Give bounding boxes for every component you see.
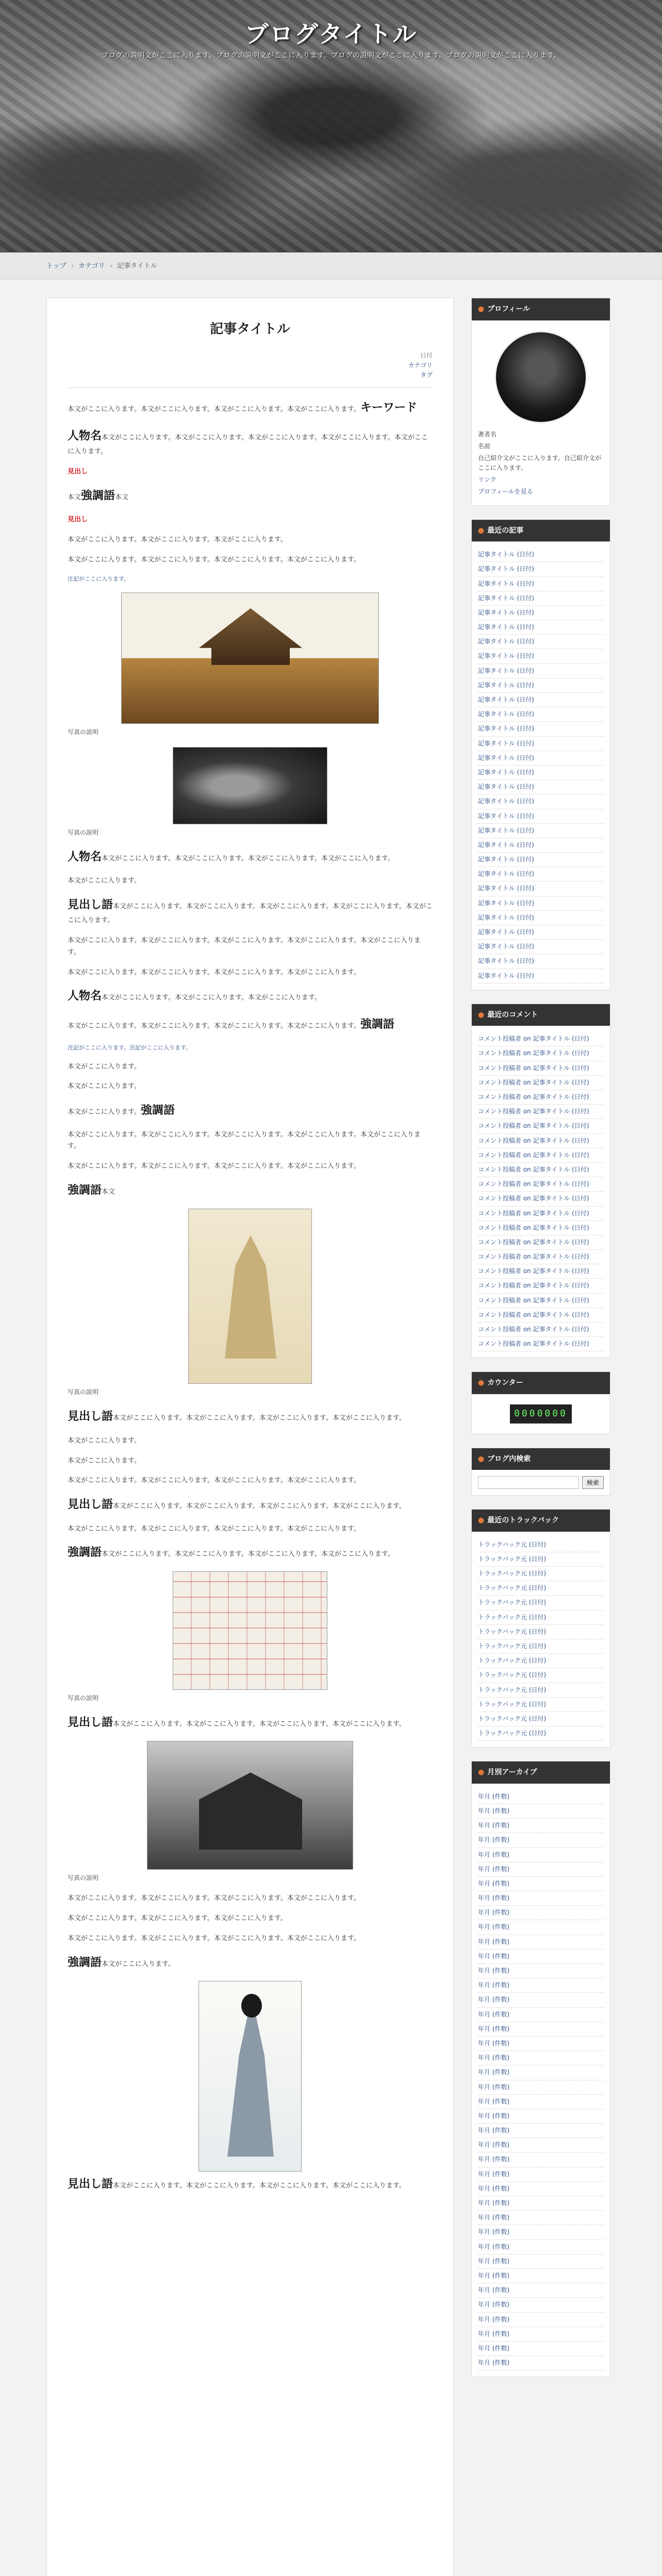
paragraph: 本文がここに入ります。本文がここに入ります。本文がここに入ります。本文がここに入ります。 [68, 968, 360, 976]
formula: 見出し [68, 467, 88, 476]
recent-post-link[interactable]: 記事タイトル (日付) [478, 606, 604, 620]
search-form [478, 1476, 604, 1489]
paragraph: 本文がここに入ります。 [68, 1456, 141, 1465]
header-banner [0, 0, 662, 252]
scroll-illustration [188, 1209, 312, 1384]
recent-post-link[interactable]: 記事タイトル (日付) [478, 722, 604, 736]
paragraph: 見出し語本文がここに入ります。本文がここに入ります。本文がここに入ります。本文がここに入ります。 [68, 2178, 406, 2191]
access-counter: 0000000 [510, 1404, 572, 1423]
trackback-link[interactable]: トラックバック元 (日付) [478, 1668, 604, 1683]
search-widget [471, 1448, 610, 1496]
recent-post-link[interactable]: 記事タイトル (日付) [478, 853, 604, 867]
archive-link[interactable]: 年月 (件数) [478, 1978, 604, 1993]
paragraph: 本文がここに入ります。本文がここに入ります。本文がここに入ります。 [68, 535, 287, 544]
breadcrumb-current: 記事タイトル [117, 262, 157, 270]
profile-more-link[interactable]: プロフィールを見る [478, 488, 533, 496]
photo-caption: 写真の説明 [68, 728, 99, 736]
recent-comment-link[interactable]: コメント投稿者 on 記事タイトル (日付) [478, 1046, 604, 1061]
calendar-icon: ● [478, 1768, 485, 1777]
recent-comment-link[interactable]: コメント投稿者 on 記事タイトル (日付) [478, 1148, 604, 1163]
archive-link[interactable]: 年月 (件数) [478, 1804, 604, 1819]
article-body [68, 398, 433, 2195]
photo-caption: 写真の説明 [68, 828, 99, 836]
trackback-link[interactable]: トラックバック元 (日付) [478, 1538, 604, 1552]
recent-post-link[interactable]: 記事タイトル (日付) [478, 824, 604, 838]
keyword: キーワード [360, 401, 417, 415]
archive-link[interactable]: 年月 (件数) [478, 2008, 604, 2022]
widget-body [472, 1470, 610, 1495]
archive-link[interactable]: 年月 (件数) [478, 2138, 604, 2153]
archive-link[interactable]: 年月 (件数) [478, 1891, 604, 1906]
recent-post-link[interactable]: 記事タイトル (日付) [478, 766, 604, 780]
archive-link[interactable]: 年月 (件数) [478, 1906, 604, 1920]
paragraph: 本文がここに入ります。本文がここに入ります。本文がここに入ります。本文がここに入ります。 [68, 1524, 360, 1533]
widget-body [472, 1532, 610, 1748]
widget-title: ● プロフィール [472, 298, 610, 320]
content-wrapper [0, 279, 662, 2576]
archive-link[interactable]: 年月 (件数) [478, 1993, 604, 2007]
trackback-link[interactable]: トラックバック元 (日付) [478, 1581, 604, 1596]
profile-widget [471, 298, 610, 506]
paragraph: 本文がここに入ります。本文がここに入ります。本文がここに入ります。本文がここに入ります。キーワード [68, 401, 417, 415]
recent-post-link[interactable]: 記事タイトル (日付) [478, 838, 604, 853]
recent-comment-link[interactable]: コメント投稿者 on 記事タイトル (日付) [478, 1105, 604, 1119]
archive-link[interactable]: 年月 (件数) [478, 2356, 604, 2370]
archive-link[interactable]: 年月 (件数) [478, 2298, 604, 2312]
recent-comment-link[interactable]: コメント投稿者 on 記事タイトル (日付) [478, 1250, 604, 1264]
recent-post-link[interactable]: 記事タイトル (日付) [478, 911, 604, 925]
formula: 見出し [68, 516, 88, 524]
archive-link[interactable]: 年月 (件数) [478, 1790, 604, 1804]
recent-comment-link[interactable]: コメント投稿者 on 記事タイトル (日付) [478, 1279, 604, 1293]
divider [68, 387, 433, 388]
profile-text: 自己紹介文がここに入ります。自己紹介文がここに入ります。 [478, 454, 602, 472]
recent-comment-link[interactable]: コメント投稿者 on 記事タイトル (日付) [478, 1207, 604, 1221]
document-icon: ● [478, 526, 485, 535]
paragraph: 本文がここに入ります。本文がここに入ります。本文がここに入ります。本文がここに入ります。 [68, 1894, 360, 1903]
counter-icon: ● [478, 1379, 485, 1387]
recent-post-link[interactable]: 記事タイトル (日付) [478, 954, 604, 969]
archive-link[interactable]: 年月 (件数) [478, 2037, 604, 2051]
archive-link[interactable]: 年月 (件数) [478, 2225, 604, 2240]
archive-link[interactable]: 年月 (件数) [478, 1935, 604, 1950]
widget-body [472, 1026, 610, 1358]
paragraph: 人物名本文がここに入ります。本文がここに入ります。本文がここに入ります。 [68, 990, 321, 1003]
map-illustration [173, 1571, 327, 1690]
article-tags[interactable]: タグ [420, 371, 433, 379]
paragraph: 見出し語本文がここに入ります。本文がここに入ります。本文がここに入ります。本文がここに入ります。 [68, 1410, 406, 1423]
trackback-link[interactable]: トラックバック元 (日付) [478, 1552, 604, 1567]
shrine-photo [121, 592, 379, 724]
person-name: 人物名 [68, 429, 102, 443]
breadcrumb [0, 252, 662, 279]
trackback-link[interactable]: トラックバック元 (日付) [478, 1654, 604, 1668]
paragraph: 本文がここに入ります。 [68, 1436, 141, 1445]
avatar [494, 331, 587, 423]
trackback-widget [471, 1509, 610, 1748]
paragraph: 本文がここに入ります。 [68, 877, 141, 885]
breadcrumb-separator: › [109, 262, 112, 270]
note: 注記がここに入ります。注記がここに入ります。 [68, 1044, 192, 1052]
recent-post-link[interactable]: 記事タイトル (日付) [478, 925, 604, 940]
recent-post-link[interactable]: 記事タイトル (日付) [478, 693, 604, 707]
ruins-photo [147, 1741, 353, 1870]
trackback-link[interactable]: トラックバック元 (日付) [478, 1625, 604, 1639]
article-category[interactable]: カテゴリ [408, 361, 433, 369]
profile-link[interactable]: リンク [478, 476, 496, 484]
archive-widget [471, 1761, 610, 2377]
paragraph: 強調語本文 [68, 1183, 115, 1197]
counter-widget [471, 1371, 610, 1434]
recent-post-link[interactable]: 記事タイトル (日付) [478, 896, 604, 911]
article-date: 日付 [420, 351, 433, 359]
widget-body [472, 541, 610, 990]
archive-link[interactable]: 年月 (件数) [478, 2153, 604, 2167]
paragraph: 本文がここに入ります。本文がここに入ります。本文がここに入ります。本文がここに入ります。 [68, 555, 360, 564]
widget-title: ● カウンター [472, 1372, 610, 1394]
blog-description: ブログの説明文がここに入ります。ブログの説明文がここに入ります。ブログの説明文がここに入ります。ブログの説明文がここに入ります。 [101, 52, 561, 60]
paragraph: 人物名本文がここに入ります。本文がここに入ります。本文がここに入ります。本文がここに入ります。 [68, 850, 394, 863]
recent-post-link[interactable]: 記事タイトル (日付) [478, 664, 604, 679]
ukiyoe-illustration [198, 1981, 302, 2172]
archive-link[interactable]: 年月 (件数) [478, 1920, 604, 1935]
archive-link[interactable]: 年月 (件数) [478, 2124, 604, 2138]
trackback-link[interactable]: トラックバック元 (日付) [478, 1567, 604, 1581]
trackback-link[interactable]: トラックバック元 (日付) [478, 1698, 604, 1712]
archive-link[interactable]: 年月 (件数) [478, 1950, 604, 1964]
archive-link[interactable]: 年月 (件数) [478, 1848, 604, 1862]
paragraph: 見出し語本文がここに入ります。本文がここに入ります。本文がここに入ります。本文がここに入ります。 [68, 1498, 406, 1512]
recent-comment-link[interactable]: コメント投稿者 on 記事タイトル (日付) [478, 1163, 604, 1177]
archive-link[interactable]: 年月 (件数) [478, 2283, 604, 2298]
recent-post-link[interactable]: 記事タイトル (日付) [478, 548, 604, 562]
profile-author: 著者名 [478, 430, 497, 438]
recent-post-link[interactable]: 記事タイトル (日付) [478, 635, 604, 649]
paragraph: 本文がここに入ります。 [68, 1062, 141, 1071]
archive-link[interactable]: 年月 (件数) [478, 2051, 604, 2065]
archive-link[interactable]: 年月 (件数) [478, 2240, 604, 2255]
archive-link[interactable]: 年月 (件数) [478, 2211, 604, 2225]
recent-post-link[interactable]: 記事タイトル (日付) [478, 737, 604, 751]
archive-link[interactable]: 年月 (件数) [478, 1877, 604, 1891]
widget-title: ● ブログ内検索 [472, 1448, 610, 1470]
recent-post-link[interactable]: 記事タイトル (日付) [478, 794, 604, 809]
recent-post-link[interactable]: 記事タイトル (日付) [478, 780, 604, 794]
recent-comment-link[interactable]: コメント投稿者 on 記事タイトル (日付) [478, 1192, 604, 1206]
recent-comment-link[interactable]: コメント投稿者 on 記事タイトル (日付) [478, 1061, 604, 1076]
trackback-link[interactable]: トラックバック元 (日付) [478, 1712, 604, 1726]
profile-name: 名前 [478, 442, 491, 450]
paragraph: 本文がここに入ります。本文がここに入ります。本文がここに入ります。本文がここに入ります。 [68, 1934, 360, 1942]
recent-comment-link[interactable]: コメント投稿者 on 記事タイトル (日付) [478, 1032, 604, 1046]
archive-link[interactable]: 年月 (件数) [478, 2109, 604, 2124]
archive-link[interactable]: 年月 (件数) [478, 2342, 604, 2356]
recent-post-link[interactable]: 記事タイトル (日付) [478, 751, 604, 766]
recent-comment-link[interactable]: コメント投稿者 on 記事タイトル (日付) [478, 1119, 604, 1133]
archive-link[interactable]: 年月 (件数) [478, 2065, 604, 2080]
note: 注記がここに入ります。 [68, 575, 130, 583]
breadcrumb-category[interactable]: カテゴリ [78, 262, 105, 270]
interior-photo [173, 747, 327, 824]
archive-link[interactable]: 年月 (件数) [478, 1964, 604, 1978]
link-icon: ● [478, 1516, 485, 1525]
archive-link[interactable]: 年月 (件数) [478, 1819, 604, 1833]
recent-comment-link[interactable]: コメント投稿者 on 記事タイトル (日付) [478, 1264, 604, 1279]
trackback-link[interactable]: トラックバック元 (日付) [478, 1639, 604, 1654]
archive-link[interactable]: 年月 (件数) [478, 2182, 604, 2196]
recent-post-link[interactable]: 記事タイトル (日付) [478, 707, 604, 722]
recent-comment-link[interactable]: コメント投稿者 on 記事タイトル (日付) [478, 1177, 604, 1192]
article-meta [68, 351, 433, 381]
widget-body [472, 1784, 610, 2377]
widget-title: ● 最近のトラックバック [472, 1510, 610, 1532]
paragraph: 強調語本文がここに入ります。 [68, 1956, 175, 1969]
paragraph: 本文がここに入ります。本文がここに入ります。本文がここに入ります。本文がここに入ります。 [68, 1477, 360, 1485]
archive-link[interactable]: 年月 (件数) [478, 2080, 604, 2095]
comment-icon: ● [478, 1010, 485, 1019]
recent-post-link[interactable]: 記事タイトル (日付) [478, 679, 604, 693]
widget-title: ● 最近の記事 [472, 520, 610, 542]
archive-link[interactable]: 年月 (件数) [478, 2313, 604, 2327]
trackback-link[interactable]: トラックバック元 (日付) [478, 1683, 604, 1698]
user-icon: ● [478, 305, 485, 313]
archive-link[interactable]: 年月 (件数) [478, 2022, 604, 2037]
sidebar [471, 298, 610, 2576]
paragraph: 本文強調語本文 [68, 489, 129, 502]
widget-title: ● 月別アーカイブ [472, 1761, 610, 1784]
paragraph: 本文がここに入ります。本文がここに入ります。本文がここに入ります。本文がここに入ります。 [68, 1162, 360, 1171]
paragraph: 見出し語本文がここに入ります。本文がここに入ります。本文がここに入ります。本文がここに入ります。本文がここに入ります。 [68, 898, 433, 925]
recent-posts-widget [471, 519, 610, 990]
recent-comment-link[interactable]: コメント投稿者 on 記事タイトル (日付) [478, 1235, 604, 1250]
recent-comment-link[interactable]: コメント投稿者 on 記事タイトル (日付) [478, 1134, 604, 1148]
recent-comment-link[interactable]: コメント投稿者 on 記事タイトル (日付) [478, 1294, 604, 1308]
recent-comment-link[interactable]: コメント投稿者 on 記事タイトル (日付) [478, 1076, 604, 1090]
recent-post-link[interactable]: 記事タイトル (日付) [478, 591, 604, 606]
recent-comment-link[interactable]: コメント投稿者 on 記事タイトル (日付) [478, 1221, 604, 1235]
archive-link[interactable]: 年月 (件数) [478, 2196, 604, 2211]
widget-body [472, 320, 610, 505]
archive-link[interactable]: 年月 (件数) [478, 1862, 604, 1877]
recent-post-link[interactable]: 記事タイトル (日付) [478, 809, 604, 824]
archive-link[interactable]: 年月 (件数) [478, 1833, 604, 1848]
recent-post-link[interactable]: 記事タイトル (日付) [478, 649, 604, 664]
paragraph: 本文がここに入ります。強調語 [68, 1104, 175, 1117]
photo-caption: 写真の説明 [68, 1874, 99, 1882]
widget-body [472, 1394, 610, 1434]
article-title: 記事タイトル [210, 321, 290, 337]
recent-post-link[interactable]: 記事タイトル (日付) [478, 969, 604, 984]
recent-post-link[interactable]: 記事タイトル (日付) [478, 940, 604, 954]
archive-link[interactable]: 年月 (件数) [478, 2269, 604, 2283]
paragraph: 本文がここに入ります。 [68, 1082, 141, 1091]
paragraph: 本文がここに入ります。本文がここに入ります。本文がここに入ります。本文がここに入ります。本文がここに入ります。 [68, 1130, 421, 1150]
archive-link[interactable]: 年月 (件数) [478, 2095, 604, 2109]
paragraph: 強調語本文がここに入ります。本文がここに入ります。本文がここに入ります。本文がここに入ります。 [68, 1546, 394, 1560]
trackback-link[interactable]: トラックバック元 (日付) [478, 1726, 604, 1741]
recent-comment-link[interactable]: コメント投稿者 on 記事タイトル (日付) [478, 1090, 604, 1105]
paragraph: 人物名本文がここに入ります。本文がここに入ります。本文がここに入ります。本文がここに入ります。本文がここに入ります。 [68, 429, 428, 456]
recent-comment-link[interactable]: コメント投稿者 on 記事タイトル (日付) [478, 1323, 604, 1337]
trackback-link[interactable]: トラックバック元 (日付) [478, 1611, 604, 1625]
paragraph: 本文がここに入ります。本文がここに入ります。本文がここに入ります。本文がここに入ります。強調語 [68, 1018, 394, 1031]
recent-post-link[interactable]: 記事タイトル (日付) [478, 562, 604, 577]
paragraph: 本文がここに入ります。本文がここに入ります。本文がここに入ります。 [68, 1914, 287, 1923]
widget-title: ● 最近のコメント [472, 1004, 610, 1026]
blog-title[interactable]: ブログタイトル [244, 20, 418, 48]
archive-link[interactable]: 年月 (件数) [478, 2327, 604, 2342]
search-input[interactable] [478, 1476, 579, 1489]
photo-caption: 写真の説明 [68, 1388, 99, 1396]
paragraph: 本文がここに入ります。本文がここに入ります。本文がここに入ります。本文がここに入ります。本文がここに入ります。 [68, 937, 421, 956]
search-button[interactable]: 検索 [582, 1476, 604, 1489]
search-icon: ● [478, 1454, 485, 1463]
archive-link[interactable]: 年月 (件数) [478, 2255, 604, 2269]
recent-post-link[interactable]: 記事タイトル (日付) [478, 867, 604, 882]
breadcrumb-home[interactable]: トップ [46, 262, 67, 270]
recent-post-link[interactable]: 記事タイトル (日付) [478, 620, 604, 635]
archive-link[interactable]: 年月 (件数) [478, 2167, 604, 2182]
trackback-link[interactable]: トラックバック元 (日付) [478, 1596, 604, 1610]
recent-comments-widget [471, 1004, 610, 1359]
recent-post-link[interactable]: 記事タイトル (日付) [478, 577, 604, 591]
recent-comment-link[interactable]: コメント投稿者 on 記事タイトル (日付) [478, 1337, 604, 1351]
breadcrumb-separator: › [71, 262, 74, 270]
paragraph: 見出し語本文がここに入ります。本文がここに入ります。本文がここに入ります。本文がここに入ります。 [68, 1716, 406, 1729]
article [46, 298, 454, 2576]
photo-caption: 写真の説明 [68, 1694, 99, 1702]
recent-post-link[interactable]: 記事タイトル (日付) [478, 882, 604, 896]
recent-comment-link[interactable]: コメント投稿者 on 記事タイトル (日付) [478, 1308, 604, 1323]
